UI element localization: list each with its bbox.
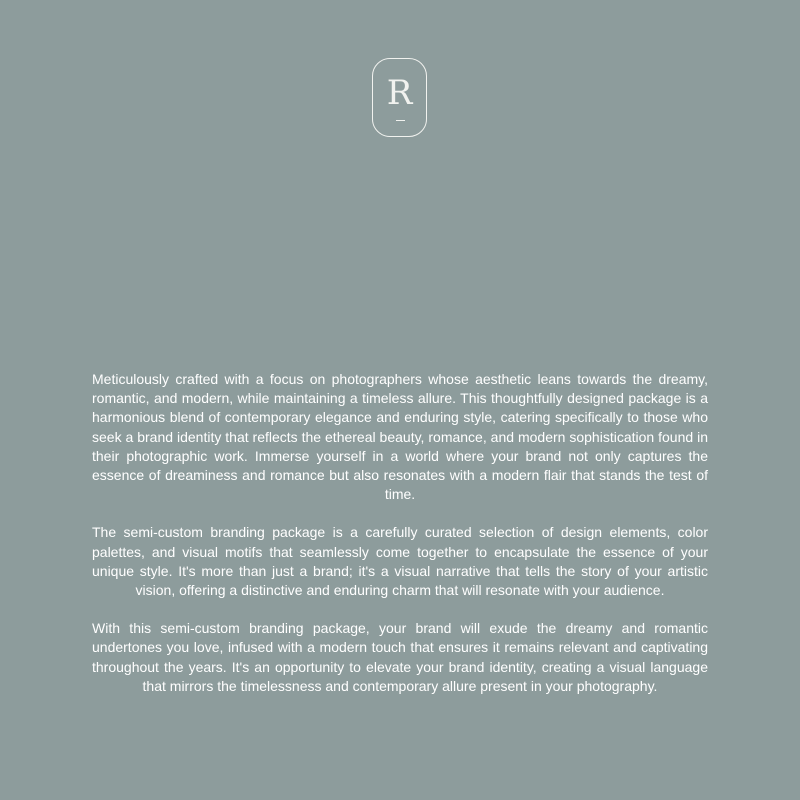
logo-monogram: R: [386, 73, 413, 113]
description-text: [92, 370, 708, 715]
paragraph-benefits: With this semi-custom branding package, your brand will exude the dreamy and romantic undertones you love, infused with a modern touch that ensures it remains relevant and captivating throughout the years. It's an opportunity to elevate your brand identity, creating a visual language that mirrors the timelessness and contemporary allure present in your photography.: [92, 620, 708, 694]
paragraph-package: The semi-custom branding package is a carefully curated selection of design elements, color palettes, and visual motifs that seamlessly come together to encapsulate the essence of your unique style. It's more than just a brand; it's a visual narrative that tells the story of your artistic vision, offering a distinctive and enduring charm that will resonate with your audience.: [92, 524, 708, 599]
paragraph-intro: Meticulously crafted with a focus on photographers whose aesthetic leans towards the dreamy, romantic, and modern, while maintaining a timeless allure. This thoughtfully designed package is a harmonious blend of contemporary elegance and enduring style, catering specifically to those who seek a brand identity that reflects the ethereal beauty, romance, and modern sophistication found in their photographic work. Immerse yourself in a world where your brand not only captures the essence of dreaminess and romance but also resonates with a modern flair that stands the test of time.: [92, 371, 708, 503]
logo-underline: [396, 120, 405, 121]
logo-badge: [372, 58, 427, 137]
